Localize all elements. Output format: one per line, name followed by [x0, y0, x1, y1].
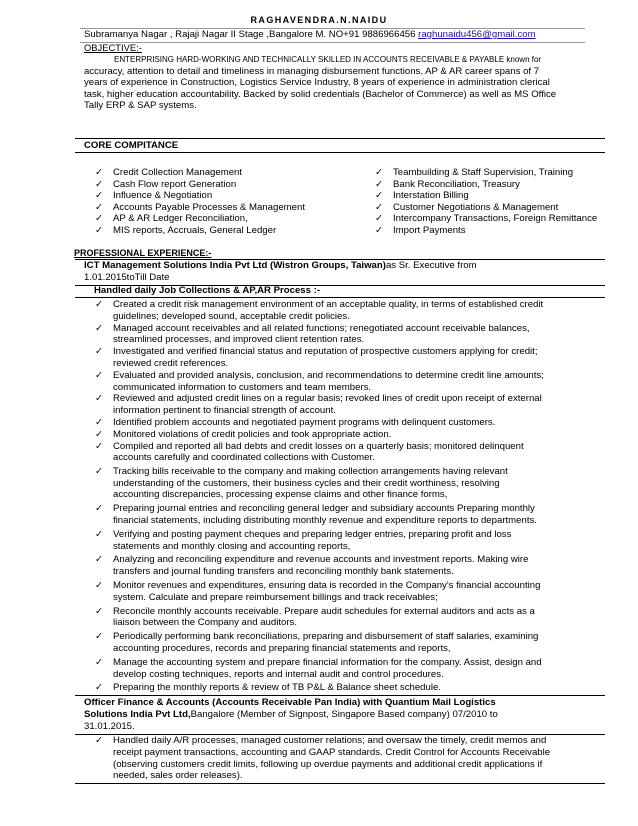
email-link[interactable]: raghunaidu456@gmail.com — [418, 29, 536, 40]
check-icon: ✓ — [375, 167, 384, 178]
objective-line: Tally ERP & SAP systems. — [84, 100, 197, 112]
bullet-line: Tracking bills receivable to the company and making collection arrangements having relevant — [113, 465, 508, 477]
check-icon: ✓ — [95, 528, 104, 540]
job2-line1: Officer Finance & Accounts (Accounts Receivable Pan India) with Quantium Mail Logistics — [84, 697, 496, 708]
check-icon: ✓ — [95, 346, 104, 358]
job2-period: 31.01.2015. — [84, 720, 135, 732]
check-icon: ✓ — [95, 369, 104, 381]
bullet-line: receipt payment transactions, accounting and GAAP standards. Credit Control for Accounts Receivable — [113, 746, 551, 758]
objective-paragraph — [84, 54, 604, 112]
bullet-line: system. Calculate and prepare reimbursement billings and track receivables; — [113, 591, 438, 603]
core-item-label: Influence & Negotiation — [113, 190, 213, 202]
experience-label: PROFESSIONAL EXPERIENCE:- — [74, 248, 212, 258]
core-item — [375, 201, 559, 213]
core-item-label: AP & AR Ledger Reconciliation, — [113, 213, 248, 225]
check-icon: ✓ — [95, 605, 104, 617]
bullet-line: Reconcile monthly accounts receivable. Prepare audit schedules for external auditors and acts as a — [113, 605, 535, 617]
job1-role: as Sr. Executive from — [385, 260, 477, 271]
core-competence-title: CORE COMPITANCE — [84, 140, 179, 151]
check-icon: ✓ — [95, 299, 104, 310]
bullet-line: information pertinent to financial strength of account. — [113, 405, 336, 417]
bullet-line: financial statements, including distributing monthly revenue and expenditure reports to departments. — [113, 514, 537, 526]
bullet-line: Investigated and verified financial status and reputation of prospective customers applying for credit; — [113, 346, 538, 358]
bullet-line: Monitored violations of credit policies and took appropriate action. — [113, 428, 392, 440]
core-item-label: Interstation Billing — [393, 190, 469, 202]
objective-label: OBJECTIVE:- — [84, 42, 142, 53]
bullet-line: accounting procedures, records and preparing financial statements and reports, — [113, 642, 451, 654]
bullet-line: Reviewed and adjusted credit lines on a regular basis; revoked lines of credit upon receipt of external — [113, 393, 542, 405]
bullet-line: liaison between the Company and auditors. — [113, 617, 297, 629]
objective-line: task, higher education accountability. Backed by solid credentials (Bachelor of Commerce) as well as MS Office — [84, 88, 557, 100]
check-icon: ✓ — [95, 503, 104, 515]
core-item-label: Customer Negotiations & Management — [393, 201, 559, 213]
job1-company: ICT Management Solutions India Pvt Ltd (Wistron Groups, Taiwan) — [84, 260, 386, 271]
core-item — [375, 225, 466, 236]
check-icon: ✓ — [95, 682, 104, 694]
check-icon: ✓ — [95, 178, 104, 190]
check-icon: ✓ — [95, 190, 104, 202]
bullet-line: Compiled and reported all bad debts and credit losses on a quarterly basis; monitored delinquent — [113, 440, 524, 452]
bullet-line: Handled daily A/R processes, managed customer relations; and oversaw the timely, credit memos and — [113, 735, 547, 746]
bullet-line: develop costing techniques, reports and internal audit and control procedures. — [113, 668, 444, 680]
check-icon: ✓ — [95, 417, 104, 428]
bullet-line: guidelines; developed sound, acceptable credit policies. — [113, 310, 350, 322]
bullet-line: Periodically performing bank reconciliations, preparing and disbursement of staff salaries, examining — [113, 631, 539, 643]
bullet-line: Created a credit risk management environment of an acceptable quality, in terms of established credit — [113, 299, 544, 310]
address-text: Subramanya Nagar , Rajaji Nagar II Stage ,Bangalore M. NO+91 9886966456 — [84, 29, 419, 40]
check-icon: ✓ — [95, 554, 104, 566]
job2-header — [84, 697, 498, 732]
core-item-label: Bank Reconciliation, Treasury — [393, 178, 520, 190]
bullet-line: needed, sales order releases). — [113, 770, 243, 782]
bullet-line: statements and monthly closing and accounting reports, — [113, 540, 351, 552]
bullet-line: Analyzing and reconciling expenditure and revenue accounts and investment reports. Making wire — [113, 554, 529, 566]
core-item-label: MIS reports, Accruals, General Ledger — [113, 225, 277, 236]
objective-line: accuracy, attention to detail and timeliness in managing disbursement functions. AP & AR career spans of 7 — [84, 65, 540, 77]
check-icon: ✓ — [375, 225, 384, 236]
core-item — [375, 167, 574, 178]
check-icon: ✓ — [95, 167, 104, 178]
job1-heading: Handled daily Job Collections & AP,AR Process :- — [94, 285, 321, 296]
bullet-line: streamlined processes, and improved client retention rates. — [113, 334, 365, 346]
core-item — [95, 167, 243, 178]
check-icon: ✓ — [375, 213, 384, 225]
check-icon: ✓ — [95, 428, 104, 440]
objective-line: years of experience in Construction, Logistics Service Industry, 8 years of experience in administration clerical — [84, 77, 550, 89]
bullet-line: (observing customers credit limits, following up overdue payments and additional credit applications if — [113, 758, 543, 770]
core-item — [95, 201, 305, 213]
bullet-line: accounting discrepancies, processing expense claims and other finance forms, — [113, 489, 448, 501]
bullet-line: Identified problem accounts and negotiated payment programs with delinquent customers. — [113, 417, 496, 428]
core-item-label: Teambuilding & Staff Supervision, Training — [393, 167, 574, 178]
check-icon: ✓ — [95, 465, 104, 477]
check-icon: ✓ — [375, 201, 384, 213]
check-icon: ✓ — [375, 190, 384, 202]
core-item-label: Import Payments — [393, 225, 466, 236]
contact-line — [84, 29, 536, 41]
bullet-line: accounts carefully and coordinated collections with Customer. — [113, 452, 375, 464]
job2-company: Solutions India Pvt Ltd, — [84, 708, 191, 720]
core-item-label: Credit Collection Management — [113, 167, 243, 178]
bullet-line: Preparing journal entries and reconciling general ledger and subsidiary accounts Preparing monthly — [113, 503, 535, 515]
core-item — [95, 225, 277, 236]
bullet-line: Verifying and posting payment cheques and preparing ledger entries, preparing profit and loss — [113, 528, 512, 540]
job2-details: Bangalore (Member of Signpost, Singapore Based company) 07/2010 to — [190, 708, 498, 720]
core-item — [375, 178, 520, 190]
check-icon: ✓ — [375, 178, 384, 190]
candidate-name: RAGHAVENDRA.N.NAIDU — [250, 15, 388, 25]
bullet-line: transfers and journal funding transfers and reconciling monthly bank statements. — [113, 566, 454, 578]
bullet-line: Managed account receivables and all related functions; renegotiated account receivable balances, — [113, 322, 530, 334]
core-item-label: Intercompany Transactions, Foreign Remittance — [393, 213, 598, 225]
objective-line: ENTERPRISING HARD-WORKING AND TECHNICALLY SKILLED IN ACCOUNTS RECEIVABLE & PAYABLE known for — [114, 55, 542, 64]
check-icon: ✓ — [95, 201, 104, 213]
check-icon: ✓ — [95, 393, 104, 405]
bullet-line: Evaluated and provided analysis, conclusion, and recommendations to determine credit line amounts; — [113, 369, 544, 381]
bottom-rule — [75, 783, 605, 784]
check-icon: ✓ — [95, 322, 104, 334]
bullet-line: Preparing the monthly reports & review of TB P&L & Balance sheet schedule. — [113, 682, 441, 694]
job1-header — [84, 260, 477, 283]
core-item — [375, 213, 598, 225]
core-item — [95, 190, 213, 202]
core-item — [375, 190, 469, 202]
bullet-line: understanding of the customers, their business cycles and their credit worthiness, resolving — [113, 477, 500, 489]
check-icon: ✓ — [95, 735, 104, 746]
check-icon: ✓ — [95, 225, 104, 236]
core-item-label: Accounts Payable Processes & Management — [113, 201, 305, 213]
check-icon: ✓ — [95, 440, 104, 452]
bullet-line: reviewed credit references. — [113, 357, 229, 369]
check-icon: ✓ — [95, 213, 104, 225]
bullet-line: Manage the accounting system and prepare financial information for the company. Assist, design and — [113, 656, 542, 668]
check-icon: ✓ — [95, 631, 104, 643]
check-icon: ✓ — [95, 656, 104, 668]
core-item-label: Cash Flow report Generation — [113, 178, 237, 190]
check-icon: ✓ — [95, 580, 104, 591]
core-item — [95, 178, 237, 190]
core-item — [95, 213, 248, 225]
job1-period: 1.01.2015toTill Date — [84, 271, 170, 283]
bullet-line: communicated information to customers and team members. — [113, 381, 372, 393]
bullet-line: Monitor revenues and expenditures, ensuring data is recorded in the Company's financial accounting — [113, 580, 541, 591]
